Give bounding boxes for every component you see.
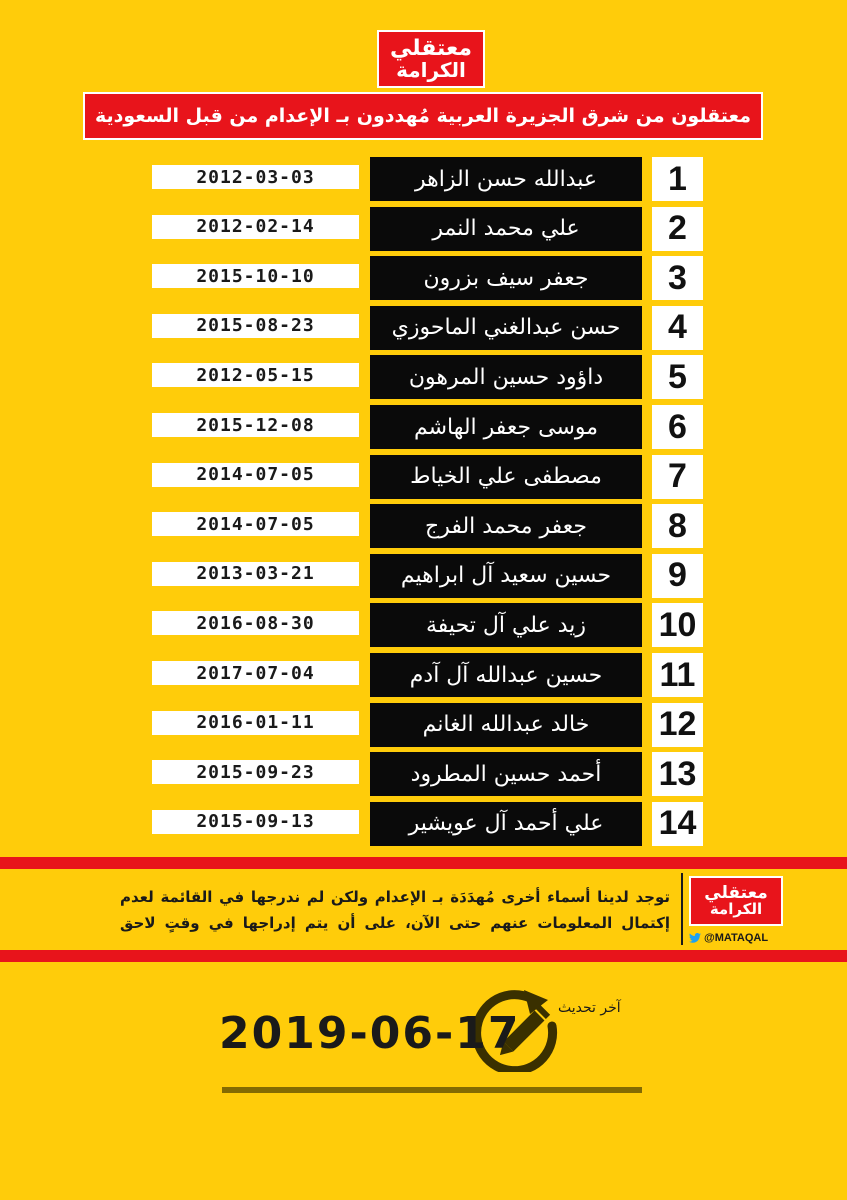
list-item xyxy=(0,802,847,846)
item-name: خالد عبدالله الغانم xyxy=(370,703,642,747)
note-band-bottom xyxy=(0,950,847,962)
list-item xyxy=(0,455,847,499)
item-name: حسن عبدالغني الماحوزي xyxy=(370,306,642,350)
item-name: جعفر سيف بزرون xyxy=(370,256,642,300)
list-item xyxy=(0,703,847,747)
item-name: أحمد حسين المطرود xyxy=(370,752,642,796)
logo-line-2: الكرامة xyxy=(396,58,466,82)
item-date: 2015-08-23 xyxy=(152,314,359,338)
list-item xyxy=(0,355,847,399)
item-date: 2015-12-08 xyxy=(152,413,359,437)
item-name: مصطفى علي الخياط xyxy=(370,455,642,499)
item-date: 2015-10-10 xyxy=(152,264,359,288)
item-name: علي أحمد آل عويشير xyxy=(370,802,642,846)
logo-line-1: معتقلي xyxy=(389,36,473,61)
handle-text: @MATAQAL xyxy=(704,932,769,944)
item-name: علي محمد النمر xyxy=(370,207,642,251)
list-item xyxy=(0,653,847,697)
item-name: موسى جعفر الهاشم xyxy=(370,405,642,449)
item-number: 2 xyxy=(652,207,703,251)
item-number: 3 xyxy=(652,256,703,300)
item-number: 12 xyxy=(652,703,703,747)
item-date: 2017-07-04 xyxy=(152,661,359,685)
item-date: 2012-05-15 xyxy=(152,363,359,387)
item-name: زيد علي آل تحيفة xyxy=(370,603,642,647)
twitter-handle[interactable] xyxy=(689,931,768,945)
note-brand-logo xyxy=(689,876,783,926)
item-date: 2015-09-13 xyxy=(152,810,359,834)
last-update-date: 2019-06-17 xyxy=(219,1008,521,1059)
list-item xyxy=(0,157,847,201)
note-logo-line-2: الكرامة xyxy=(709,900,763,918)
item-number: 5 xyxy=(652,355,703,399)
list-item xyxy=(0,256,847,300)
note-band-top xyxy=(0,857,847,869)
brand-logo xyxy=(377,30,485,88)
note-logo-line-1: معتقلي xyxy=(704,883,768,903)
item-name: حسين عبدالله آل آدم xyxy=(370,653,642,697)
last-update-label: آخر تحديث xyxy=(558,1000,621,1016)
update-underline xyxy=(222,1087,642,1093)
list-item xyxy=(0,306,847,350)
item-number: 1 xyxy=(652,157,703,201)
item-number: 4 xyxy=(652,306,703,350)
item-date: 2016-01-11 xyxy=(152,711,359,735)
item-date: 2016-08-30 xyxy=(152,611,359,635)
list-item xyxy=(0,207,847,251)
item-date: 2014-07-05 xyxy=(152,512,359,536)
list-item xyxy=(0,554,847,598)
list-item xyxy=(0,405,847,449)
item-name: داؤود حسين المرهون xyxy=(370,355,642,399)
item-date: 2015-09-23 xyxy=(152,760,359,784)
list-item xyxy=(0,752,847,796)
list-item xyxy=(0,504,847,548)
item-name: عبدالله حسن الزاهر xyxy=(370,157,642,201)
item-number: 10 xyxy=(652,603,703,647)
item-date: 2013-03-21 xyxy=(152,562,359,586)
item-name: جعفر محمد الفرج xyxy=(370,504,642,548)
item-date: 2014-07-05 xyxy=(152,463,359,487)
item-number: 8 xyxy=(652,504,703,548)
twitter-bird-icon xyxy=(689,933,701,943)
note-divider xyxy=(681,873,683,945)
item-date: 2012-02-14 xyxy=(152,215,359,239)
item-number: 13 xyxy=(652,752,703,796)
item-number: 7 xyxy=(652,455,703,499)
item-number: 14 xyxy=(652,802,703,846)
note-text: توجد لدينا أسماء أخرى مُهدَدَة بـ الإعدام ولكن لم ندرجها في القائمة لعدم إكتمال المعلومات عنهم حتى الآن، على أن يتم إدراجها في وقتٍ لاحق xyxy=(120,888,670,932)
item-number: 9 xyxy=(652,554,703,598)
list-item xyxy=(0,603,847,647)
item-number: 11 xyxy=(652,653,703,697)
item-date: 2012-03-03 xyxy=(152,165,359,189)
page-title: معتقلون من شرق الجزيرة العربية مُهددون بـ الإعدام من قبل السعودية xyxy=(83,92,763,140)
item-name: حسين سعيد آل ابراهيم xyxy=(370,554,642,598)
item-number: 6 xyxy=(652,405,703,449)
